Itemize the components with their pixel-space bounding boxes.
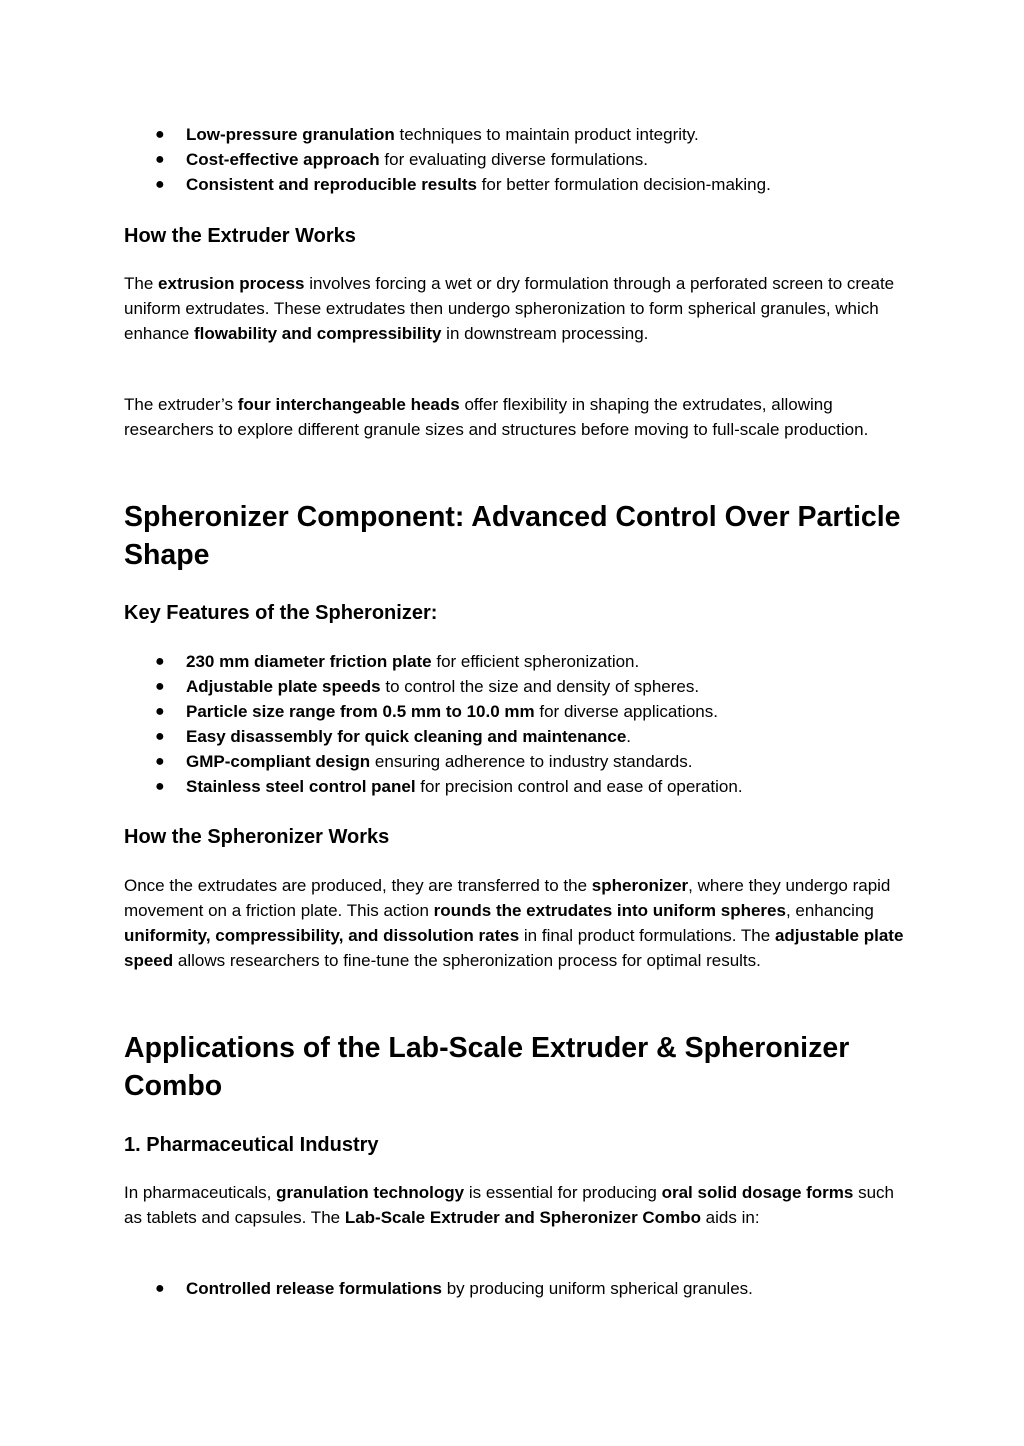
bullet-icon: ● bbox=[155, 653, 165, 670]
spheronizer-features-list bbox=[124, 649, 904, 799]
bullet-icon: ● bbox=[155, 778, 165, 795]
list-item: ● Controlled release formulations by producing uniform spherical granules. bbox=[124, 1276, 904, 1301]
bullet-icon: ● bbox=[155, 753, 165, 770]
bullet-icon: ● bbox=[155, 176, 165, 193]
list-item: ● Consistent and reproducible results for better formulation decision-making. bbox=[124, 172, 904, 197]
list-item: ● Particle size range from 0.5 mm to 10.0 mm for diverse applications. bbox=[124, 699, 904, 724]
list-item: ● Adjustable plate speeds to control the size and density of spheres. bbox=[124, 674, 904, 699]
extruder-works-paragraph-2: The extruder’s four interchangeable heads offer flexibility in shaping the extrudates, allowing researchers to explore different granule sizes and structures before moving to full-scale production. bbox=[124, 395, 869, 439]
bullet-icon: ● bbox=[155, 728, 165, 745]
list-item: ● GMP-compliant design ensuring adherence to industry standards. bbox=[124, 749, 904, 774]
spheronizer-works-heading: How the Spheronizer Works bbox=[124, 826, 390, 848]
list-item: ● Cost-effective approach for evaluating diverse formulations. bbox=[124, 147, 904, 172]
spheronizer-features-heading: Key Features of the Spheronizer: bbox=[124, 602, 438, 624]
bullet-icon: ● bbox=[155, 703, 165, 720]
list-item: ● Stainless steel control panel for precision control and ease of operation. bbox=[124, 774, 904, 799]
pharmaceutical-paragraph: In pharmaceuticals, granulation technology is essential for producing oral solid dosage forms such as tablets and capsules. The Lab-Scale Extruder and Spheronizer Combo aids in: bbox=[124, 1183, 894, 1227]
extruder-works-paragraph-1: The extrusion process involves forcing a wet or dry formulation through a perforated screen to create uniform extrudates. These extrudates then undergo spheronization to form spherical granules, which enhance flowability and compressibility in downstream processing. bbox=[124, 274, 895, 343]
list-item: ● 230 mm diameter friction plate for efficient spheronization. bbox=[124, 649, 904, 674]
bullet-icon: ● bbox=[155, 151, 165, 168]
pharmaceutical-industry-heading: 1. Pharmaceutical Industry bbox=[124, 1134, 379, 1156]
bullet-icon: ● bbox=[155, 678, 165, 695]
list-item: ● Easy disassembly for quick cleaning and maintenance. bbox=[124, 724, 904, 749]
spheronizer-works-paragraph: Once the extrudates are produced, they are transferred to the spheronizer, where they undergo rapid movement on a friction plate. This action rounds the extrudates into uniform spheres, enhancing uniformity, compressibility, and dissolution rates in final product formulations. The adjustable plate speed allows researchers to fine-tune the spheronization process for optimal results. bbox=[124, 876, 904, 970]
extruder-works-heading: How the Extruder Works bbox=[124, 225, 356, 247]
top-bullet-list bbox=[124, 122, 904, 197]
bullet-icon: ● bbox=[155, 1280, 165, 1297]
applications-heading: Applications of the Lab-Scale Extruder & Spheronizer Combo bbox=[124, 1032, 850, 1102]
pharmaceutical-list bbox=[124, 1276, 904, 1301]
bullet-icon: ● bbox=[155, 126, 165, 143]
list-item: ● Low-pressure granulation techniques to maintain product integrity. bbox=[124, 122, 904, 147]
spheronizer-section-heading: Spheronizer Component: Advanced Control Over Particle Shape bbox=[124, 501, 901, 571]
